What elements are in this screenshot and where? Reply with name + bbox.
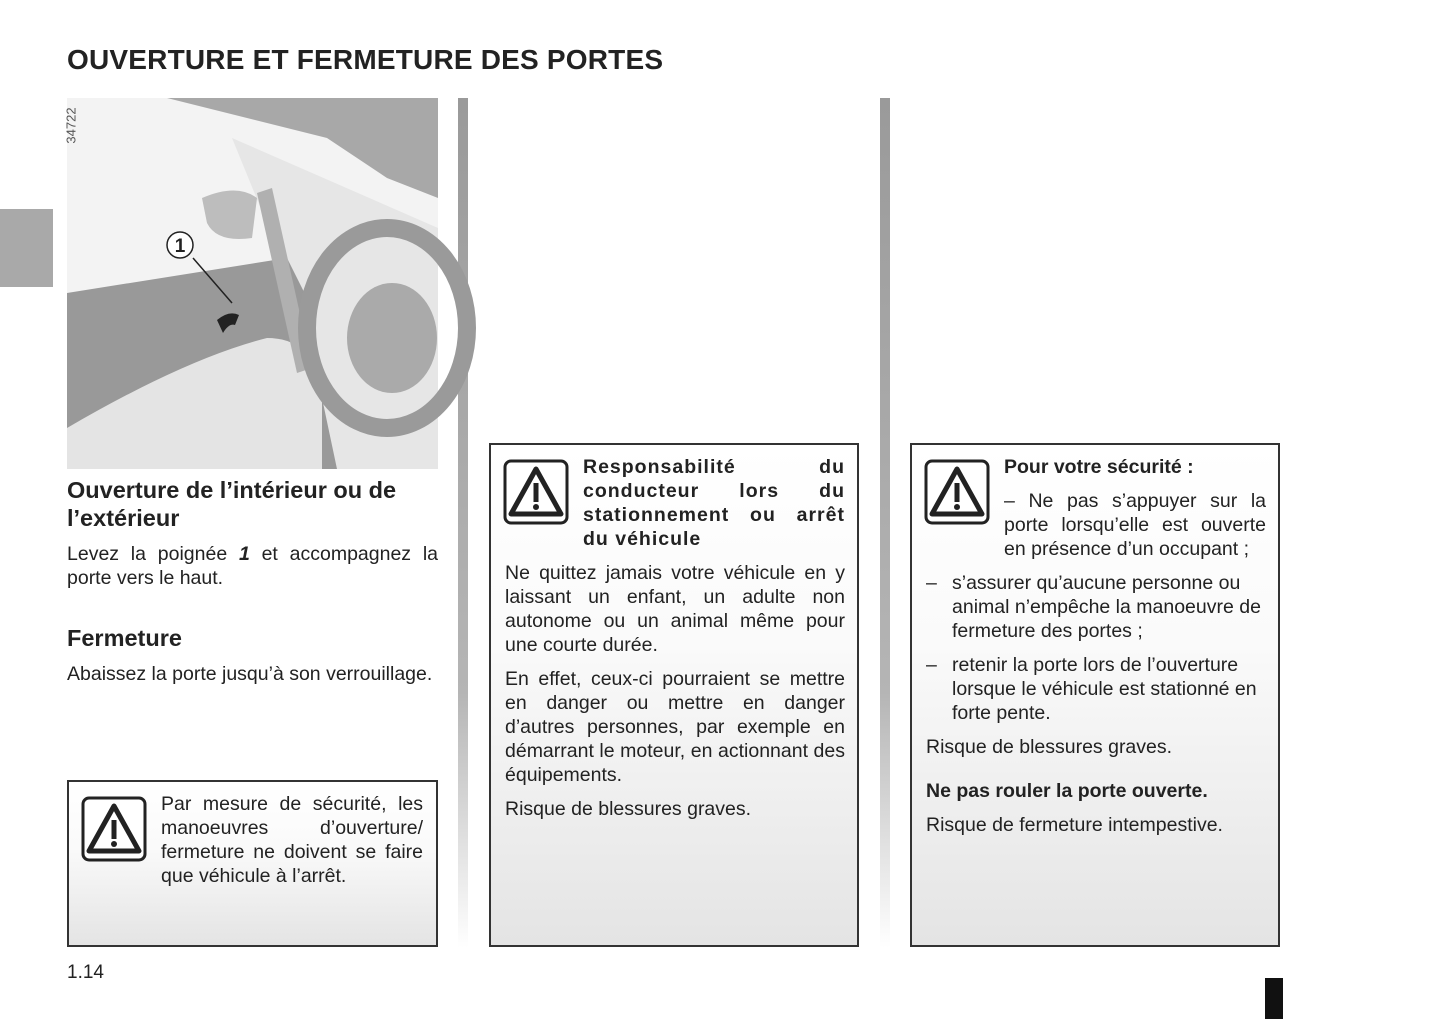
driver-responsibility-box [489, 443, 859, 947]
column-divider [458, 98, 468, 948]
paragraph: En effet, ceux-ci pourraient se mettre en danger ou mettre en danger d’autres personnes, par exemple en démarrant le moteur, en actionnant des équipements. [505, 668, 845, 786]
item-text: retenir la porte lors de l’ouverture lorsque le véhicule est stationné en forte pente. [952, 654, 1257, 724]
warning-triangle-icon [81, 796, 147, 862]
paragraph: Risque de blessures graves. [505, 798, 752, 820]
closing-instructions: Abaissez la porte jusqu’à son verrouillage. [67, 663, 433, 685]
section-heading-opening: Ouverture de l’intérieur ou de l’extérieur [67, 477, 397, 531]
warning-heading: Responsabilité du conducteur lors du stationnement ou arrêt du véhicule [583, 456, 845, 550]
item-text: s’assurer qu’aucune personne ou animal n’empêche la manoeuvre de fermeture des portes ; [952, 572, 1261, 642]
final-text: Risque de fermeture intempestive. [926, 814, 1223, 836]
paragraph: Ne quittez jamais votre véhicule en y laissant un enfant, un adulte non autonome ou un animal même pour une courte durée. [505, 562, 845, 656]
warning-body [505, 561, 845, 831]
opening-instructions [67, 542, 438, 590]
column-divider [880, 98, 890, 948]
dash: – [926, 654, 937, 676]
warning-heading: Pour votre sécurité : [1004, 456, 1194, 478]
item-text: Ne pas s’appuyer sur la porte lorsqu’elle est ouverte en présence d’un occupant ; [1004, 490, 1266, 560]
warning-body [926, 489, 1266, 847]
dash: – [926, 572, 937, 594]
car-interior-drawing [67, 98, 438, 469]
risk-text: Risque de blessures graves. [926, 736, 1173, 758]
text: Levez la poignée [67, 543, 239, 565]
page-title: OUVERTURE ET FERMETURE DES PORTES [67, 44, 664, 75]
safety-warning-box [67, 780, 438, 947]
list-item [926, 571, 1266, 643]
bold-note: Ne pas rouler la porte ouverte. [926, 780, 1208, 802]
list-item [926, 489, 1266, 561]
callout-1: 1 [174, 236, 186, 257]
page-edge-marker [1265, 978, 1283, 1019]
dash: – [1004, 490, 1015, 512]
text: et accompagnez la porte vers le haut. [67, 543, 438, 589]
warning-triangle-icon [503, 459, 569, 525]
chapter-tab [0, 209, 53, 287]
handle-reference: 1 [238, 543, 250, 565]
page-number: 1.14 [67, 962, 104, 983]
warning-text: Par mesure de sécurité, les manoeuvres d’ouverture/ fermeture ne doivent se faire que véhicule à l’arrêt. [161, 793, 423, 887]
door-handle-illustration [63, 98, 438, 469]
safety-box [910, 443, 1280, 947]
section-heading-closing: Fermeture [67, 625, 182, 651]
figure-number: 34722 [63, 107, 79, 144]
list-item [926, 653, 1266, 725]
